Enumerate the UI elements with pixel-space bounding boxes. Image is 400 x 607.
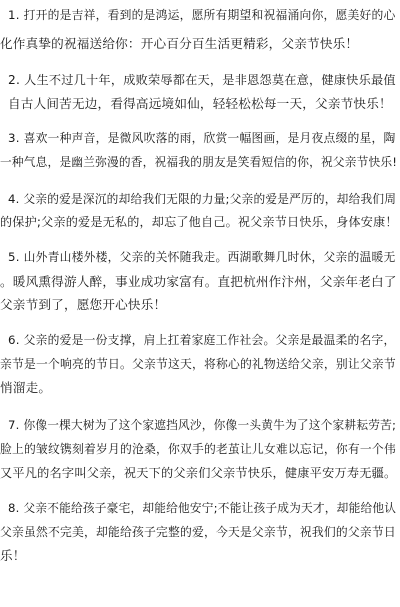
paragraph-line: 6. 父亲的爱是一份支撑，肩上扛着家庭工作社会。父亲是最温柔的名字， [8,333,396,347]
paragraph-line: 自古人间苦无边，看得高远境如仙，轻轻松松每一天，父亲节快乐！ [8,96,392,111]
paragraph-line: 父亲虽然不完美，却能给孩子完整的爱，今天是父亲节，祝我们的父亲节日 [0,525,396,539]
paragraph-line: 乐！ [0,548,26,563]
paragraph-line: 父亲节到了，愿您开心快乐！ [0,297,167,312]
paragraph-line: 亲节是一个响亮的节日。父亲节这天，将称心的礼物送给父亲，别让父亲节 [0,357,396,371]
paragraph-line: 2. 人生不过几十年，成败荣辱都在天，是非恩怨莫在意，健康快乐最值 [8,73,396,87]
paragraph-line: 悄溜走。 [0,380,52,395]
paragraph-line: 脸上的皱纹镌刻着岁月的沧桑，你双手的老茧让儿女难以忘记，你有一个伟 [0,442,396,456]
paragraph-line: 一种气息，是幽兰弥漫的香，祝福我的朋友是笑看短信的你，祝父亲节快乐! [0,155,398,169]
paragraph-line: 1. 打开的是吉祥，看到的是鸿运，愿所有期望和祝福涌向你，愿美好的心 [8,8,396,22]
paragraph-line: 7. 你像一棵大树为了这个家遮挡风沙，你像一头黄牛为了这个家耕耘劳苦; [8,418,397,432]
paragraph-line: 3. 喜欢一种声音，是微风吹落的雨，欣赏一幅图画，是月夜点缀的星，陶 [8,131,396,145]
paragraph-line: 化作真挚的祝福送给你：开心百分百生活更精彩，父亲节快乐！ [0,36,359,51]
paragraph-line: 。暖风熏得游人醉，事业成功家富有。直把杭州作汴州，父亲年老白了 [0,274,397,289]
paragraph-line: 4. 父亲的爱是深沉的却给我们无限的力量;父亲的爱是严厉的，却给我们周 [8,192,397,206]
paragraph-line: 8. 父亲不能给孩子豪宅，却能给他安宁;不能让孩子成为天才，却能给他认 [8,501,397,515]
paragraph-line: 5. 山外青山楼外楼，父亲的关怀随我走。西湖歌舞几时休，父亲的温暖无 [8,250,396,264]
paragraph-line: 又平凡的名字叫父亲，祝天下的父亲们父亲节快乐，健康平安万寿无疆。 [0,466,397,480]
paragraph-line: 的保护;父亲的爱是无私的，却忘了他自己。祝父亲节日快乐，身体安康！ [0,215,398,229]
